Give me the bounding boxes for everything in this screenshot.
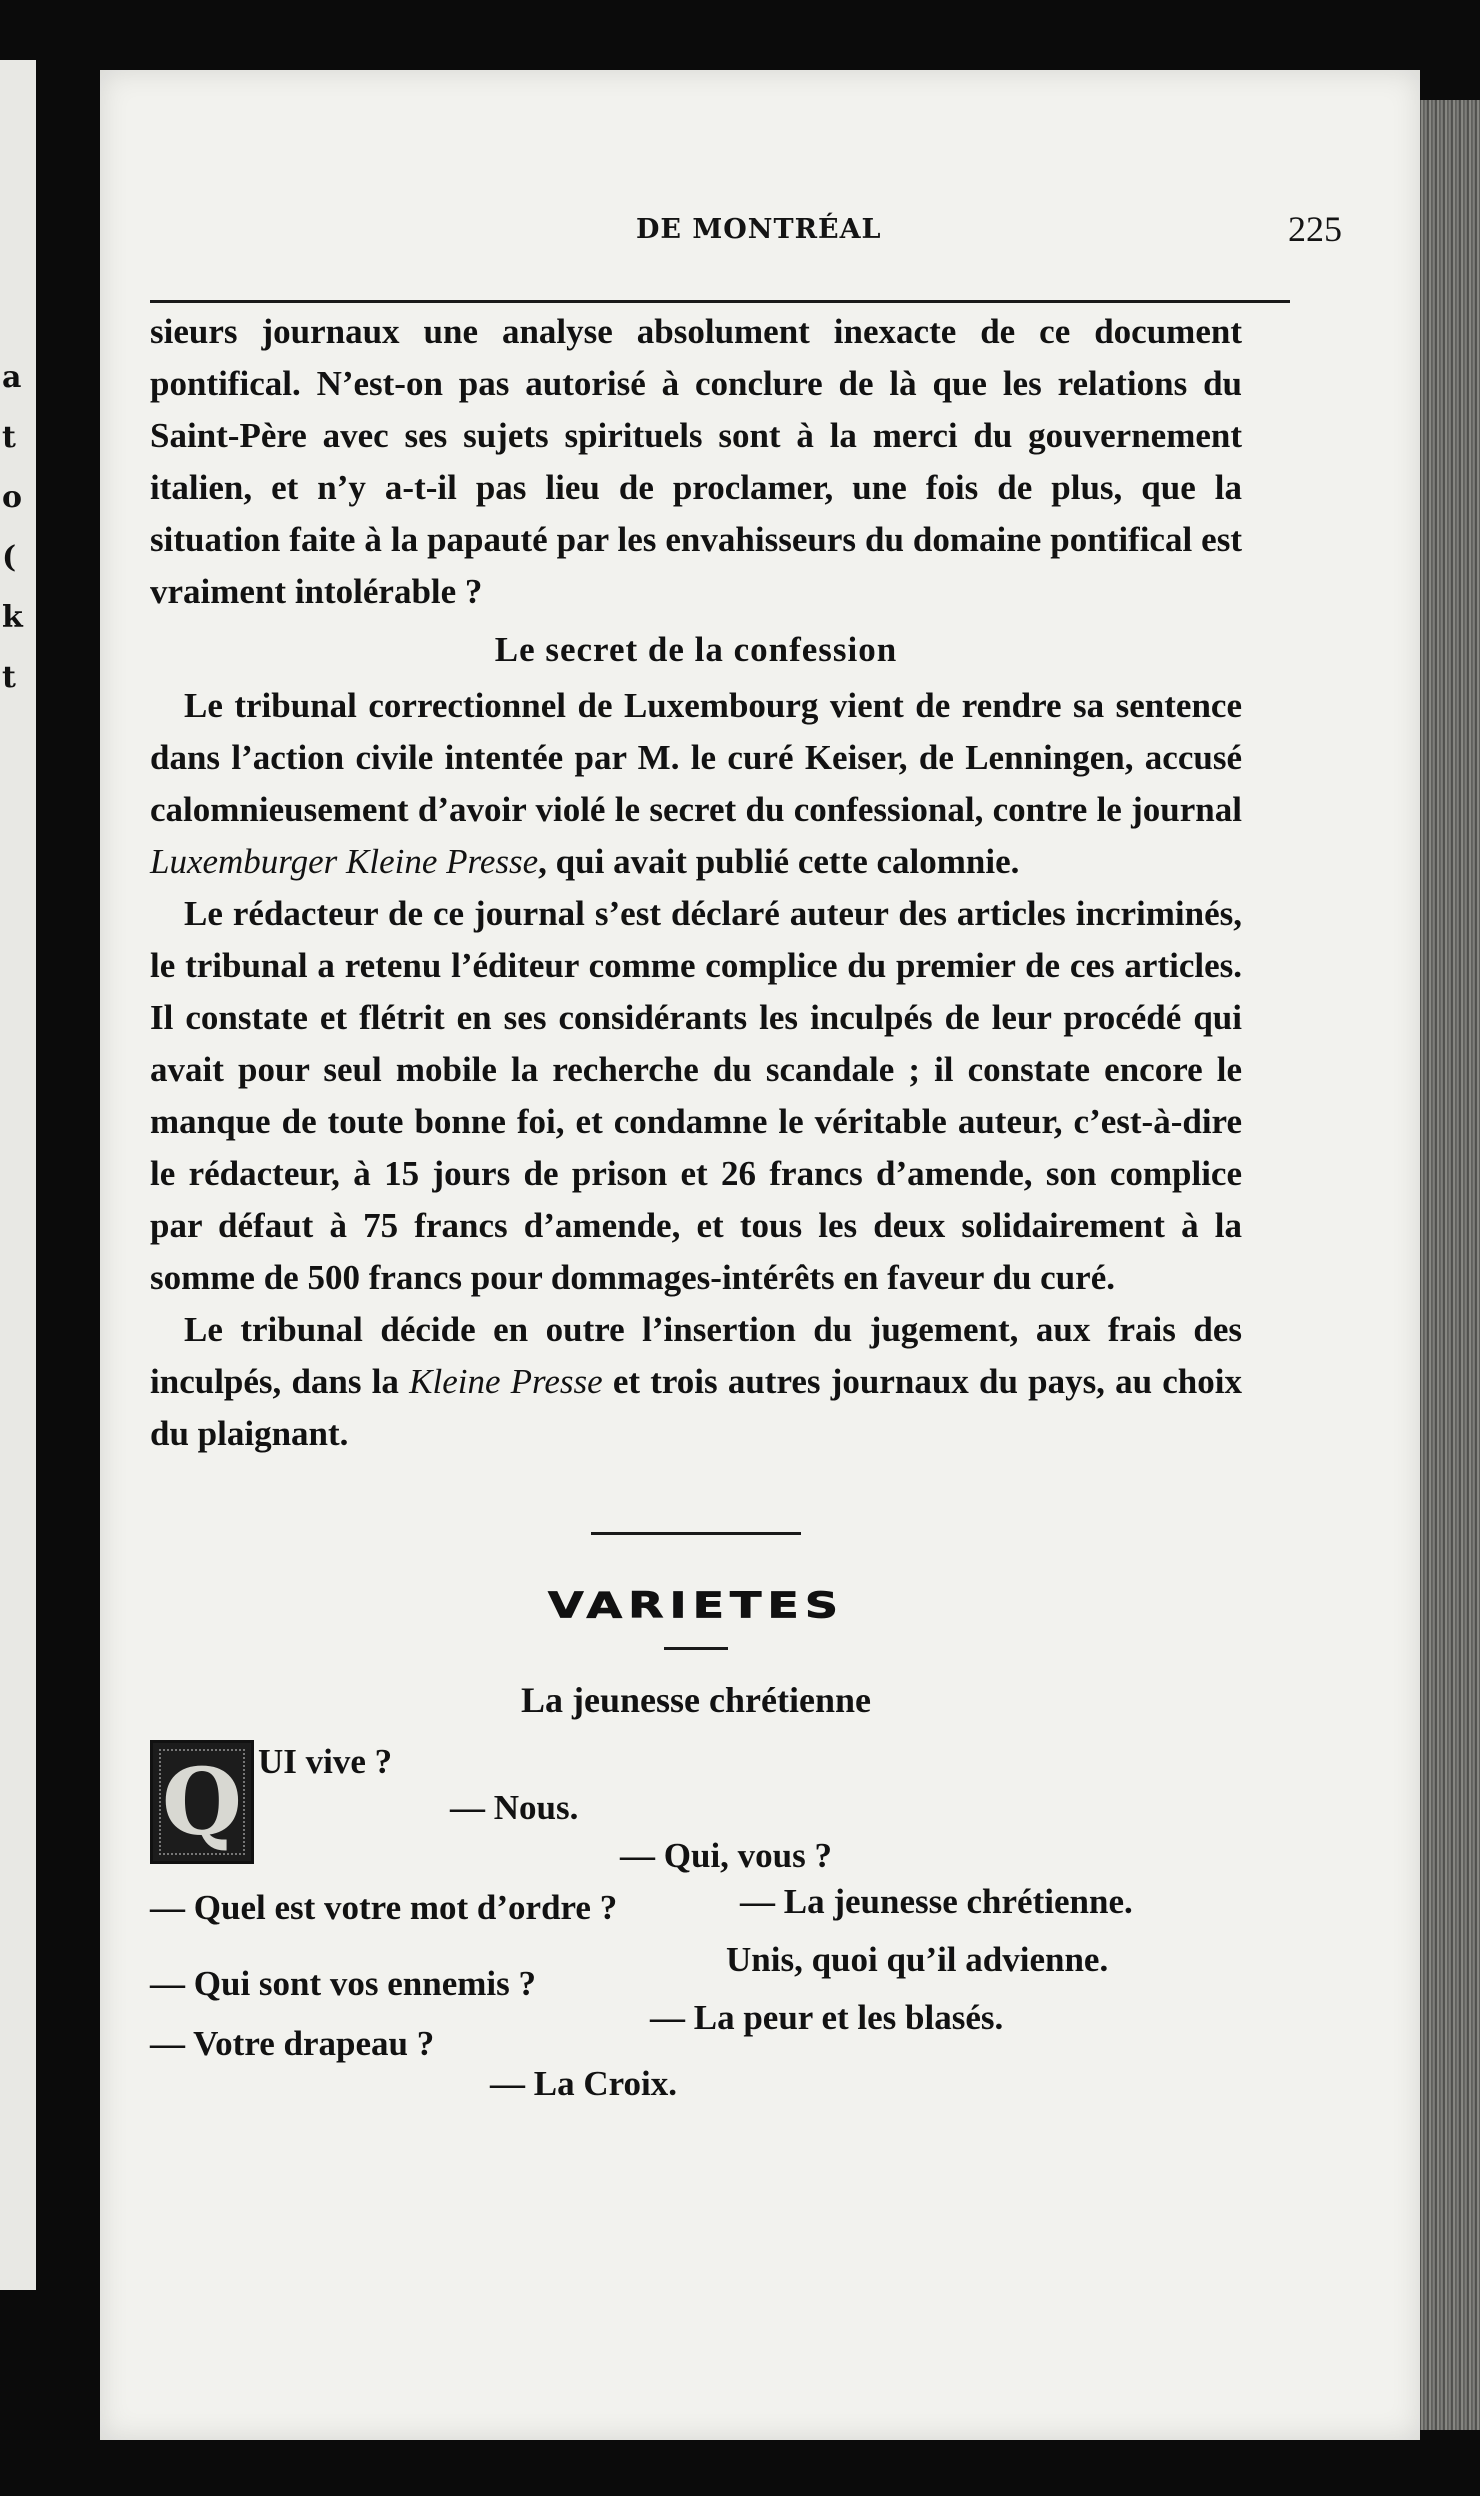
paragraph-text: et trois autres journaux du pays, au choix du plaignant. [150, 1362, 1242, 1453]
paragraph [150, 680, 1242, 888]
newspaper-title: Luxemburger Kleine Presse [150, 842, 539, 881]
paragraph: sieurs journaux une analyse absolument inexacte de ce document pontifical. N’est-on pas autorisé à conclure de là que les relations du Saint-Père avec ses sujets spirituels sont à la merci du gouvernement italien, et n’y a-t-il pas lieu de proclamer, une fois de plus, que la situation faite à la papauté par les envahisseurs du domaine pontifical est vraiment intolérable ? [150, 312, 1242, 611]
left-fragment-char: ( [2, 540, 17, 575]
page-body [150, 306, 1242, 2196]
paragraph: Le rédacteur de ce journal s’est déclaré auteur des articles incriminés, le tribunal a retenu l’éditeur comme complice du premier de ces articles. Il constate et flétrit en ses considérants les inculpés de leur procédé qui avait pour seul mobile la recherche du scandale ; il constate encore le manque de toute bonne foi, et condamne le véritable auteur, c’est-à-dire le rédacteur, à 15 jours de prison et 26 francs d’amende, son complice par défaut à 75 francs d’amende, et tous les deux solidairement à la somme de 500 francs pour dommages-intérêts en faveur du curé. [150, 894, 1242, 1297]
left-fragment-char: a [2, 360, 22, 395]
left-fragment-char: k [2, 600, 23, 635]
varietes-heading: VARIETES [548, 1583, 844, 1627]
header-rule [150, 300, 1290, 303]
poem-line: Unis, quoi qu’il advienne. [726, 1940, 1109, 1979]
poem-line: UI vive ? [258, 1742, 393, 1781]
poem-line: — Qui, vous ? [620, 1836, 832, 1875]
page-header [150, 208, 1342, 268]
section-divider [591, 1532, 801, 1535]
poem-line: — Votre drapeau ? [150, 2024, 435, 2063]
short-divider [664, 1647, 728, 1650]
paragraph-text: , qui avait publié cette calomnie. [538, 842, 1020, 881]
poem-line: — La peur et les blasés. [650, 1998, 1004, 2037]
initial-letter: Q [161, 1748, 243, 1856]
poem-title: La jeunesse chrétienne [521, 1680, 871, 1720]
poem-line: — Nous. [450, 1788, 579, 1827]
section-title: Le secret de la confession [494, 630, 898, 669]
running-head: DE MONTRÉAL [636, 214, 882, 245]
left-page-edge [0, 60, 36, 2290]
ornamental-initial [150, 1740, 254, 1864]
page-number: 225 [1288, 209, 1342, 249]
poem-line: — Qui sont vos ennemis ? [150, 1964, 537, 2003]
poem [150, 1736, 1242, 2196]
left-fragment-char: t [2, 660, 16, 695]
left-fragment-char: o [2, 480, 23, 515]
paragraph-text: Le tribunal correctionnel de Luxembourg vient de rendre sa sentence dans l’action civile intentée par M. le curé Keiser, de Lenningen, accusé calomnieusement d’avoir violé le secret du confessional, contre le journal [150, 686, 1242, 829]
poem-line: — Quel est votre mot d’ordre ? [150, 1888, 618, 1927]
left-fragment-char: t [2, 420, 16, 455]
poem-line: — La jeunesse chrétienne. [740, 1882, 1133, 1921]
book-page [100, 70, 1420, 2440]
newspaper-title: Kleine Presse [409, 1362, 603, 1401]
paragraph-text: Le tribunal décide en outre l’insertion du jugement, aux frais des inculpés, dans la [150, 1310, 1242, 1401]
paragraph [150, 1304, 1242, 1460]
poem-line: — La Croix. [490, 2064, 677, 2103]
